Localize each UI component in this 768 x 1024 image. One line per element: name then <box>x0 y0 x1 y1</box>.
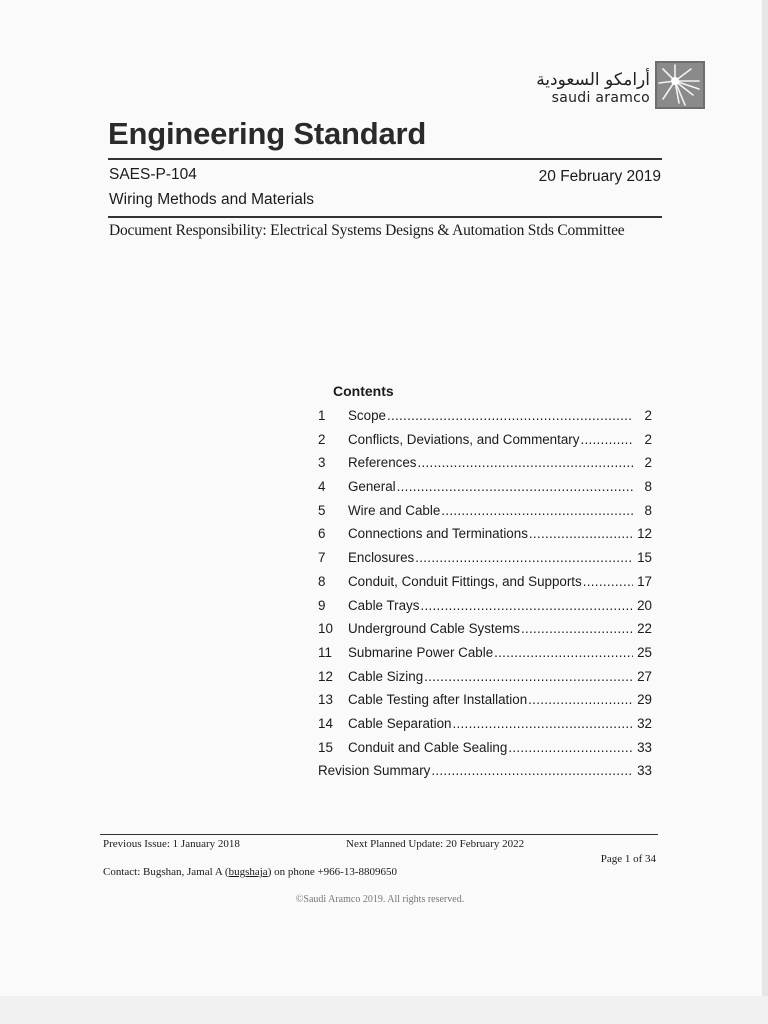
contact-suffix: ) on phone +966-13-8809650 <box>267 866 398 878</box>
toc-page: 17 <box>637 573 652 589</box>
toc-leader <box>528 692 633 707</box>
toc-title: Underground Cable Systems <box>348 621 520 637</box>
toc-entry <box>318 526 658 550</box>
toc-number: 3 <box>318 455 326 471</box>
toc-title: Enclosures <box>348 550 415 566</box>
standard-number: SAES-P-104 <box>109 166 197 183</box>
document-responsibility: Document Responsibility: Electrical Systems Designs & Automation Stds Committee <box>109 222 625 239</box>
toc-number: 12 <box>318 668 333 684</box>
toc-page: 8 <box>644 502 652 518</box>
scan-edge <box>762 0 768 1024</box>
toc-number: 2 <box>318 431 326 447</box>
toc-leader <box>494 645 633 660</box>
header-divider <box>108 216 662 218</box>
contact-line <box>103 866 397 878</box>
logo-latin-text: saudi aramco <box>551 90 650 106</box>
toc-leader <box>397 479 633 494</box>
toc-title: Cable Separation <box>348 715 452 731</box>
scan-bottom-edge <box>0 996 768 1024</box>
toc-page: 25 <box>637 644 652 660</box>
toc-page: 12 <box>637 526 652 542</box>
footer-divider <box>100 834 658 835</box>
table-of-contents <box>318 408 658 787</box>
toc-leader <box>387 408 633 423</box>
toc-title: Cable Sizing <box>348 668 424 684</box>
toc-entry <box>318 645 658 669</box>
toc-title: Conduit, Conduit Fittings, and Supports <box>348 573 582 589</box>
toc-leader <box>417 455 633 470</box>
toc-number: 8 <box>318 573 326 589</box>
toc-number: 1 <box>318 408 326 423</box>
toc-title: Wire and Cable <box>348 502 441 518</box>
toc-page: 15 <box>637 550 652 566</box>
company-logo-text <box>520 70 650 106</box>
toc-number: 6 <box>318 526 326 542</box>
toc-page: 8 <box>644 479 652 495</box>
toc-page: 22 <box>637 621 652 637</box>
toc-page: 2 <box>644 455 652 471</box>
toc-leader <box>583 574 633 589</box>
toc-entry <box>318 408 658 432</box>
toc-entry <box>318 669 658 693</box>
toc-page: 20 <box>637 597 652 613</box>
toc-leader <box>580 432 633 447</box>
standard-subject: Wiring Methods and Materials <box>109 191 315 208</box>
toc-entry <box>318 455 658 479</box>
toc-leader <box>508 740 633 755</box>
toc-entry <box>318 479 658 503</box>
toc-entry <box>318 621 658 645</box>
toc-leader <box>521 621 633 636</box>
toc-title: Cable Trays <box>348 597 420 613</box>
next-planned-update: Next Planned Update: 20 February 2022 <box>346 838 525 850</box>
contents-heading: Contents <box>333 383 394 399</box>
toc-page: 29 <box>637 692 652 708</box>
toc-page: 2 <box>644 431 652 447</box>
toc-title: General <box>348 479 396 495</box>
toc-entry <box>318 598 658 622</box>
toc-page: 33 <box>637 739 652 755</box>
toc-entry <box>318 740 658 764</box>
toc-number: 13 <box>318 692 333 708</box>
toc-number: 15 <box>318 739 333 755</box>
page-indicator: Page 1 of 34 <box>600 853 656 865</box>
toc-entry <box>318 692 658 716</box>
toc-page: 33 <box>637 763 652 779</box>
toc-number: 5 <box>318 502 326 518</box>
toc-entry <box>318 574 658 598</box>
issue-date: 20 February 2019 <box>538 168 661 185</box>
toc-title: Connections and Terminations <box>348 526 528 542</box>
toc-title: Submarine Power Cable <box>348 644 494 660</box>
contact-id-link[interactable]: bugshaja <box>228 866 268 878</box>
toc-number: 7 <box>318 550 326 566</box>
toc-title: Scope <box>348 408 386 423</box>
toc-entry <box>318 503 658 527</box>
toc-leader <box>452 716 633 731</box>
toc-title: Conflicts, Deviations, and Commentary <box>348 431 580 447</box>
toc-title: Conduit and Cable Sealing <box>348 739 508 755</box>
toc-entry <box>318 550 658 574</box>
previous-issue: Previous Issue: 1 January 2018 <box>103 838 240 850</box>
toc-entry <box>318 716 658 740</box>
toc-leader <box>431 763 633 778</box>
toc-title: Cable Testing after Installation <box>348 692 528 708</box>
toc-leader <box>424 669 633 684</box>
toc-number: 9 <box>318 597 326 613</box>
toc-revision-summary <box>318 763 658 787</box>
logo-arabic-text: أرامكو السعودية <box>536 70 650 90</box>
toc-number: 11 <box>318 644 332 660</box>
aramco-star-icon <box>655 61 705 109</box>
toc-leader <box>415 550 633 565</box>
toc-number: 14 <box>318 715 333 731</box>
toc-number: 4 <box>318 479 326 495</box>
toc-leader <box>420 598 633 613</box>
toc-leader <box>441 503 633 518</box>
title-divider <box>108 158 662 160</box>
copyright-notice: ©Saudi Aramco 2019. All rights reserved. <box>295 894 465 905</box>
toc-page: 2 <box>644 408 652 423</box>
toc-entry <box>318 432 658 456</box>
toc-title: References <box>348 455 417 471</box>
toc-number: 10 <box>318 621 333 637</box>
toc-page: 32 <box>637 715 652 731</box>
toc-title: Revision Summary <box>318 763 431 779</box>
toc-page: 27 <box>637 668 652 684</box>
contact-prefix: Contact: Bugshan, Jamal A ( <box>103 866 229 878</box>
toc-leader <box>529 526 633 541</box>
document-title: Engineering Standard <box>108 116 427 151</box>
